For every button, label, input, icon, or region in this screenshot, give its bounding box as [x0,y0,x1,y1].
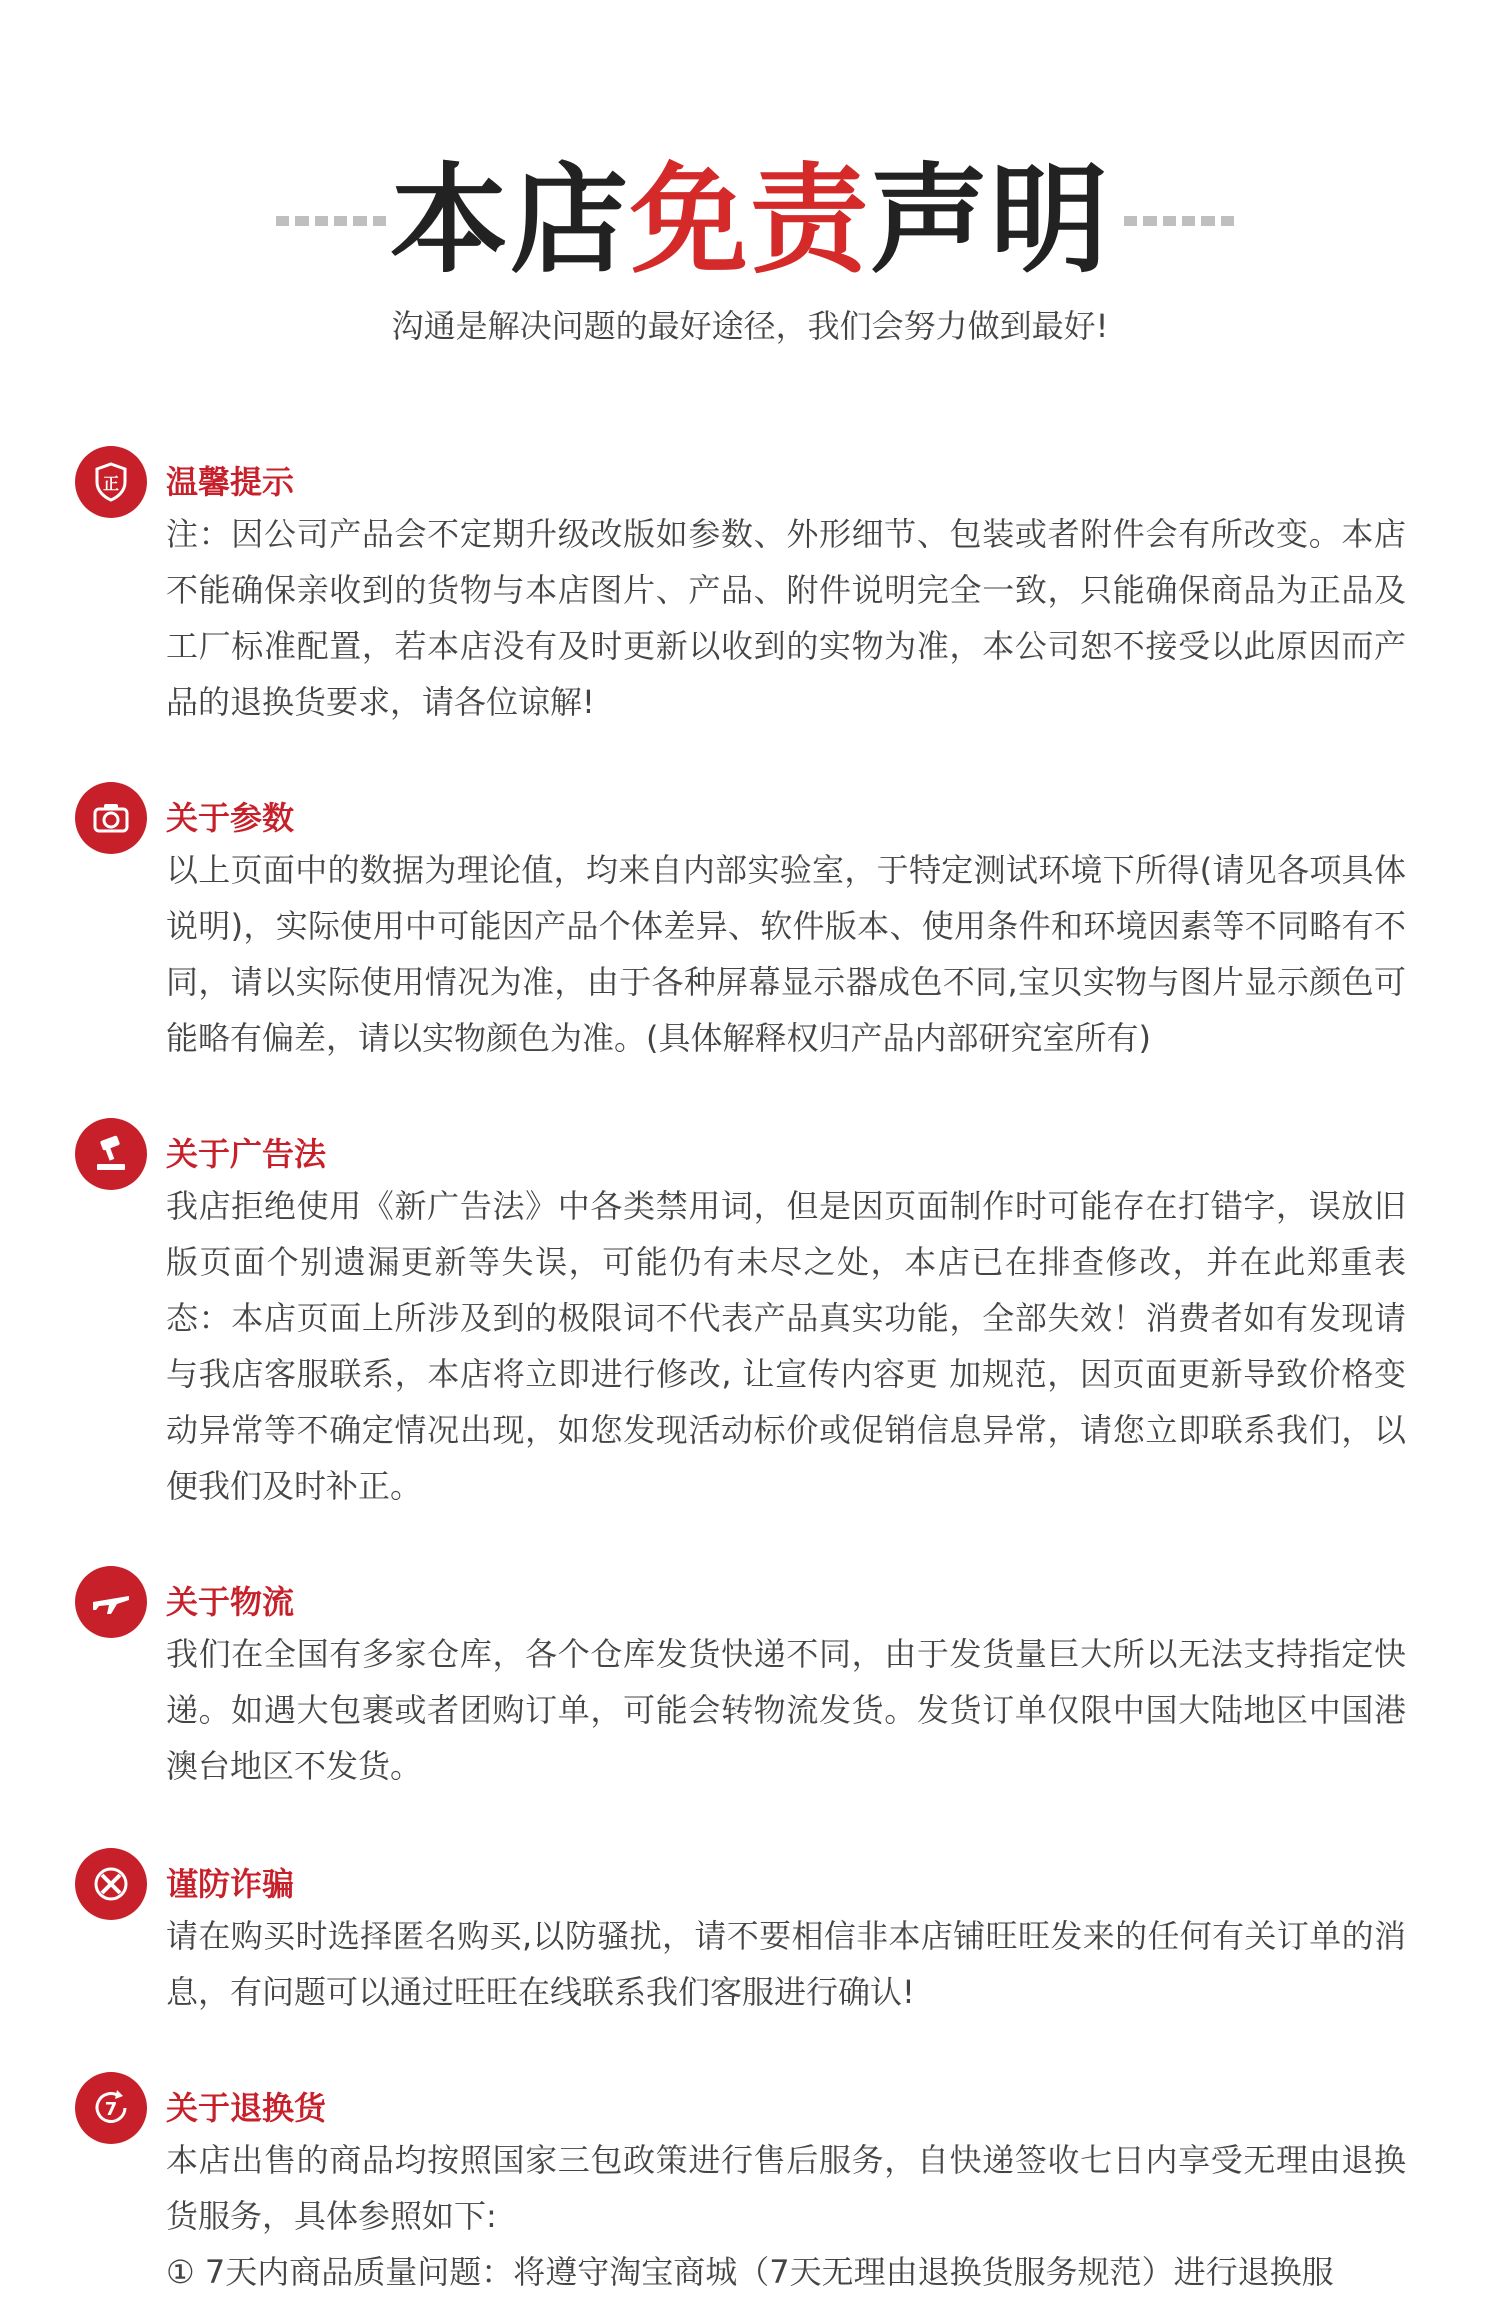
title-part1: 本店 [389,151,630,289]
svg-text:正: 正 [102,474,120,493]
list-item: ① 7天内商品质量问题：将遵守淘宝商城（7天无理由退换货服务规范）进行退换服 [166,2253,1334,2291]
header [0,150,1500,290]
page-subtitle: 沟通是解决问题的最好途径，我们会努力做到最好! [391,307,1109,345]
section-body: 我们在全国有多家仓库，各个仓库发货快递不同，由于发货量巨大所以无法支持指定快递。如遇大包裹或者团购订单，可能会转物流发货。发货订单仅限中国大陆地区中国港澳台地区不发货。 [166,1635,1406,1785]
section-body: 请在购买时选择匿名购买,以防骚扰，请不要相信非本店铺旺旺发来的任何有关订单的消息，有问题可以通过旺旺在线联系我们客服进行确认! [166,1917,1406,2011]
section-title: 关于物流 [166,1583,295,1621]
title-accent: 免责 [629,151,870,289]
airplane-icon [75,1566,147,1638]
page-title [0,150,1500,290]
fraud-warning-icon [75,1848,147,1920]
section-body: 本店出售的商品均按照国家三包政策进行售后服务，自快递签收七日内享受无理由退换货服务，具体参照如下: ① 7天内商品质量问题：将遵守淘宝商城（7天无理由退换货服务规范）进行退换服 [166,2132,1406,2300]
gavel-icon [75,1118,147,1190]
right-dots-divider [1124,216,1234,226]
section-body: 以上页面中的数据为理论值，均来自内部实验室，于特定测试环境下所得(请见各项具体说明)，实际使用中可能因产品个体差异、软件版本、使用条件和环境因素等不同略有不同，请以实际使用情况为准，由于各种屏幕显示器成色不同,宝贝实物与图片显示颜色可能略有偏差，请以实物颜色为准。(具体解释权归产品内部研究室所有) [166,851,1406,1057]
svg-text:7: 7 [104,2099,118,2120]
section-title: 谨防诈骗 [166,1865,295,1903]
camera-icon [75,782,147,854]
shield-icon [75,446,147,518]
title-part2: 声明 [870,151,1111,289]
section-title: 温馨提示 [166,463,295,501]
seven-day-return-icon [75,2072,147,2144]
section-body: 我店拒绝使用《新广告法》中各类禁用词，但是因页面制作时可能存在打错字，误放旧版页面个别遗漏更新等失误，可能仍有未尽之处，本店已在排查修改，并在此郑重表态：本店页面上所涉及到的极限词不代表产品真实功能，全部失效！消费者如有发现请与我店客服联系，本店将立即进行修改, 让宣传内容更 加规范，因页面更新导致价格变动异常等不确定情况出现，如您发现活动标价或促销信息异常，请您立即联系我们，以便我们及时补正。 [166,1187,1406,1505]
section-body: 注：因公司产品会不定期升级改版如参数、外形细节、包装或者附件会有所改变。本店不能确保亲收到的货物与本店图片、产品、附件说明完全一致，只能确保商品为正品及工厂标准配置，若本店没有及时更新以收到的实物为准，本公司恕不接受以此原因而产品的退换货要求，请各位谅解! [166,515,1406,721]
section-title: 关于广告法 [166,1135,327,1173]
section-title: 关于退换货 [166,2089,327,2127]
section-title: 关于参数 [166,799,295,837]
